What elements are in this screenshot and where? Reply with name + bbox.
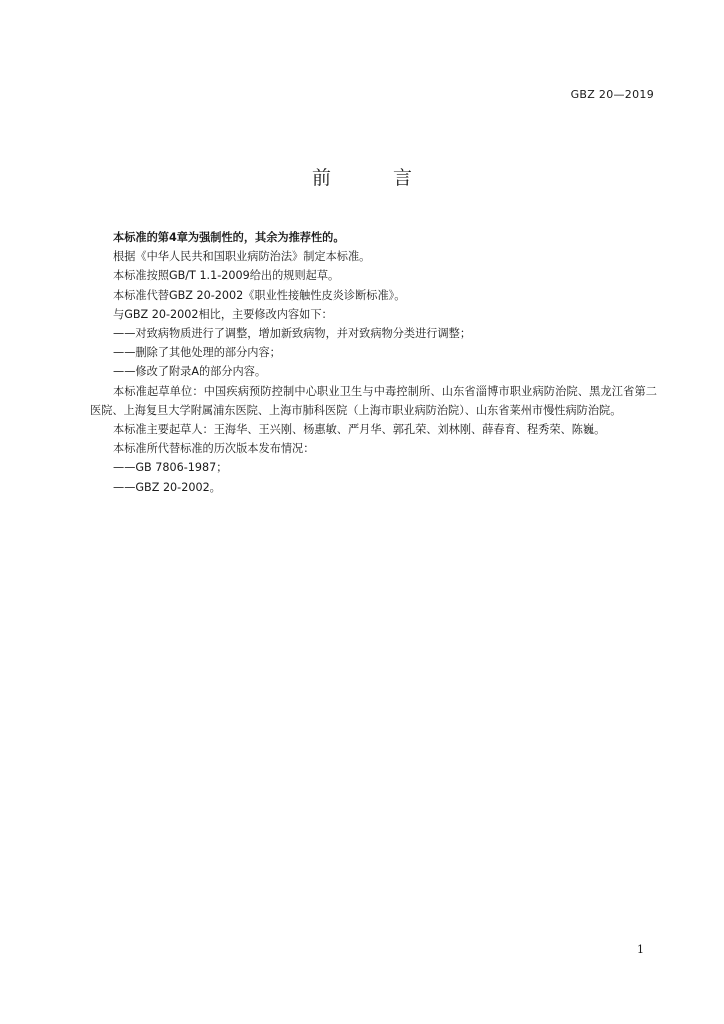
paragraph-changes-intro: 与GBZ 20-2002相比，主要修改内容如下：	[113, 307, 333, 321]
paragraph-drafting-rules: 本标准按照GB/T 1.1-2009给出的规则起草。	[113, 269, 340, 283]
page-number: 1	[637, 943, 644, 956]
paragraph-legal-basis: 根据《中华人民共和国职业病防治法》制定本标准。	[113, 250, 371, 264]
list-item-history-1: ——GB 7806-1987；	[113, 461, 228, 475]
paragraph-replaces: 本标准代替GBZ 20-2002《职业性接触性皮炎诊断标准》。	[113, 288, 406, 302]
document-body	[90, 228, 657, 497]
page-title: 前 言	[311, 167, 441, 189]
list-item-change-1: ——对致病物质进行了调整，增加新致病物，并对致病物分类进行调整；	[113, 327, 472, 341]
list-item-history-2: ——GBZ 20-2002。	[113, 480, 221, 494]
list-item-change-3: ——修改了附录A的部分内容。	[113, 365, 267, 379]
paragraph-history-intro: 本标准所代替标准的历次版本发布情况：	[113, 442, 315, 456]
paragraph-drafting-units: 本标准起草单位：中国疾病预防控制中心职业卫生与中毒控制所、山东省淄博市职业病防治院、黑龙江省第二医院、上海复旦大学附属浦东医院、上海市肺科医院（上海市职业病防治院）、山东省莱州市慢性病防治院。	[90, 384, 657, 417]
standard-number: GBZ 20—2019	[570, 88, 654, 101]
paragraph-mandatory-clause: 本标准的第4章为强制性的，其余为推荐性的。	[113, 231, 345, 244]
paragraph-drafters: 本标准主要起草人：王海华、王兴刚、杨惠敏、严月华、郭孔荣、刘林刚、薛春育、程秀荣、陈巍。	[113, 423, 606, 437]
list-item-change-2: ——删除了其他处理的部分内容；	[113, 346, 281, 360]
